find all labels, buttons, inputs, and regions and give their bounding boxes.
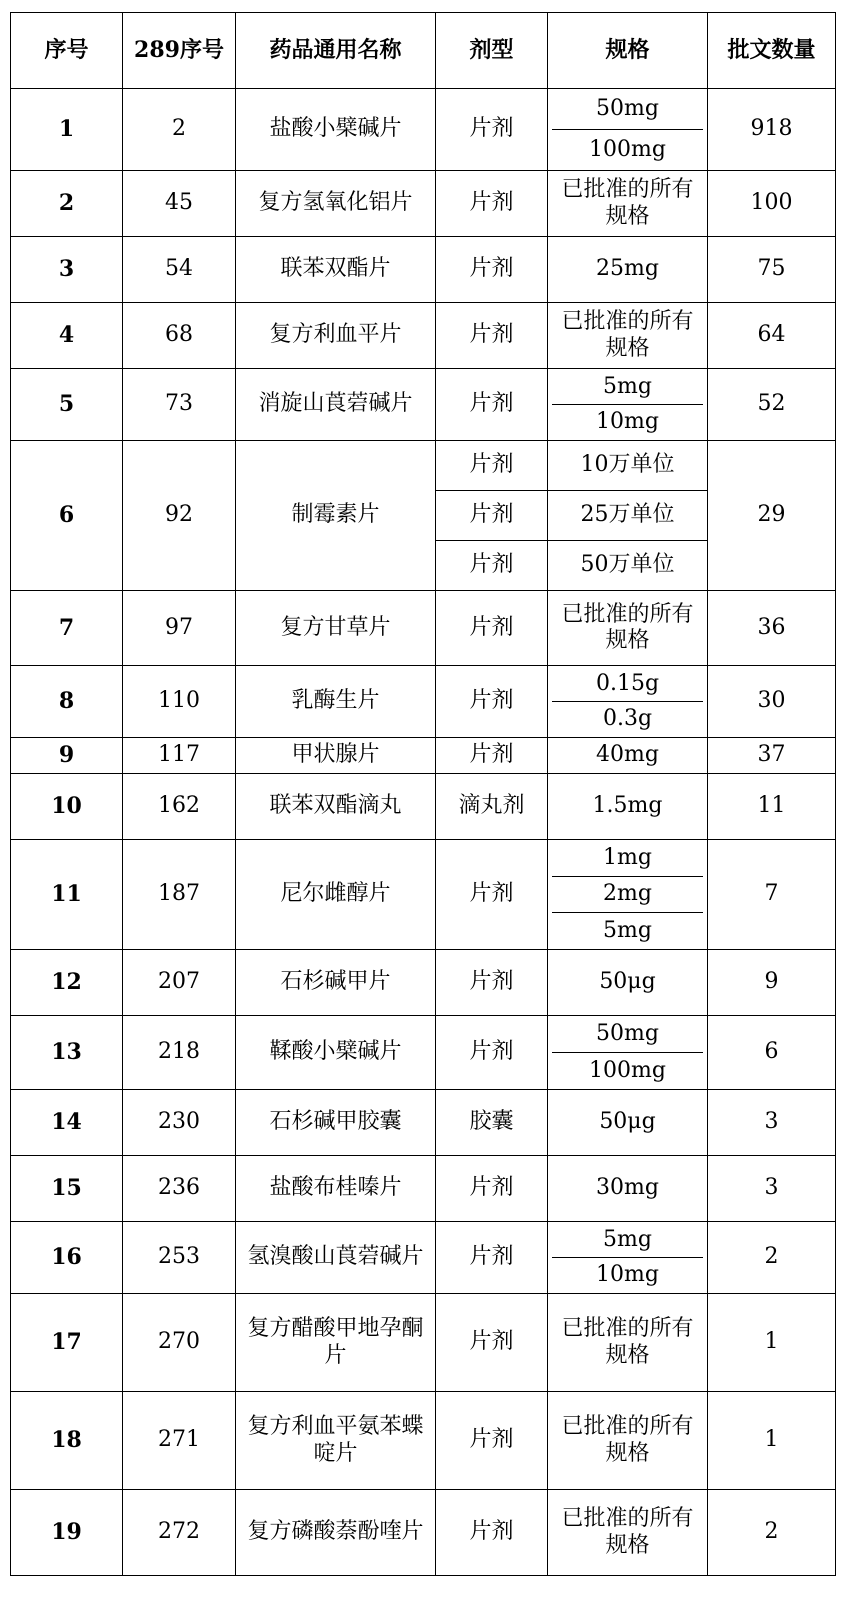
spec-item: 5mg bbox=[603, 1226, 652, 1252]
table-row bbox=[11, 591, 836, 666]
row-289-index: 68 bbox=[123, 303, 236, 369]
row-specification: 已批准的所有规格 bbox=[548, 171, 708, 237]
row-specification bbox=[548, 1222, 708, 1294]
row-index: 9 bbox=[11, 738, 123, 774]
row-index: 19 bbox=[11, 1490, 123, 1576]
spec-item: 0.15g bbox=[595, 670, 660, 696]
row-index: 2 bbox=[11, 171, 123, 237]
row-dosage-form: 片剂 bbox=[436, 369, 548, 441]
row-dosage-form: 片剂 bbox=[436, 950, 548, 1016]
drug-table bbox=[10, 12, 836, 1576]
row-289-index: 187 bbox=[123, 840, 236, 950]
row-289-index: 270 bbox=[123, 1294, 236, 1392]
row-specification: 已批准的所有规格 bbox=[548, 591, 708, 666]
row-specification: 25mg bbox=[548, 237, 708, 303]
row-289-index: 218 bbox=[123, 1016, 236, 1090]
row-specification bbox=[548, 1016, 708, 1090]
row-dosage-form: 片剂 bbox=[436, 1222, 548, 1294]
row-approval-count: 9 bbox=[708, 950, 836, 1016]
table-row bbox=[11, 738, 836, 774]
row-approval-count: 11 bbox=[708, 774, 836, 840]
row-index: 6 bbox=[11, 441, 123, 591]
row-index: 16 bbox=[11, 1222, 123, 1294]
spec-list bbox=[552, 90, 703, 170]
spec-item: 10mg bbox=[552, 1257, 703, 1293]
row-index: 1 bbox=[11, 89, 123, 171]
row-drug-name: 石杉碱甲胶囊 bbox=[236, 1090, 436, 1156]
spec-item: 100mg bbox=[552, 129, 703, 170]
row-dosage-form: 胶囊 bbox=[436, 1090, 548, 1156]
row-approval-count: 36 bbox=[708, 591, 836, 666]
table-row bbox=[11, 1392, 836, 1490]
header-row bbox=[11, 13, 836, 89]
row-drug-name: 盐酸布桂嗪片 bbox=[236, 1156, 436, 1222]
row-approval-count: 1 bbox=[708, 1294, 836, 1392]
row-dosage-form: 片剂 bbox=[436, 1294, 548, 1392]
row-drug-name: 复方甘草片 bbox=[236, 591, 436, 666]
table-row bbox=[11, 1090, 836, 1156]
row-approval-count: 64 bbox=[708, 303, 836, 369]
row-specification: 1.5mg bbox=[548, 774, 708, 840]
spec-item: 50mg bbox=[596, 96, 659, 122]
spec-item: 5mg bbox=[552, 912, 703, 948]
row-289-index: 230 bbox=[123, 1090, 236, 1156]
row-drug-name: 复方氢氧化铝片 bbox=[236, 171, 436, 237]
row-drug-name: 复方磷酸萘酚喹片 bbox=[236, 1490, 436, 1576]
row-index: 11 bbox=[11, 840, 123, 950]
row-dosage-form: 片剂 bbox=[436, 738, 548, 774]
table-body bbox=[11, 89, 836, 1576]
row-specification: 25万单位 bbox=[548, 491, 708, 541]
row-index: 15 bbox=[11, 1156, 123, 1222]
table-row bbox=[11, 303, 836, 369]
row-drug-name: 尼尔雌醇片 bbox=[236, 840, 436, 950]
row-index: 10 bbox=[11, 774, 123, 840]
row-index: 18 bbox=[11, 1392, 123, 1490]
row-289-index: 236 bbox=[123, 1156, 236, 1222]
row-drug-name: 复方利血平氨苯蝶啶片 bbox=[236, 1392, 436, 1490]
row-dosage-form: 片剂 bbox=[436, 666, 548, 738]
header-index: 序号 bbox=[11, 13, 123, 89]
row-specification: 已批准的所有规格 bbox=[548, 303, 708, 369]
row-drug-name: 石杉碱甲片 bbox=[236, 950, 436, 1016]
row-approval-count: 52 bbox=[708, 369, 836, 441]
row-index: 7 bbox=[11, 591, 123, 666]
row-specification bbox=[548, 666, 708, 738]
row-289-index: 117 bbox=[123, 738, 236, 774]
spec-item: 1mg bbox=[603, 844, 652, 870]
spec-item: 5mg bbox=[603, 373, 652, 399]
row-drug-name: 制霉素片 bbox=[236, 441, 436, 591]
row-specification: 已批准的所有规格 bbox=[548, 1294, 708, 1392]
row-approval-count: 2 bbox=[708, 1490, 836, 1576]
row-dosage-form: 片剂 bbox=[436, 1392, 548, 1490]
row-drug-name: 氢溴酸山莨菪碱片 bbox=[236, 1222, 436, 1294]
row-specification: 40mg bbox=[548, 738, 708, 774]
row-289-index: 92 bbox=[123, 441, 236, 591]
row-approval-count: 918 bbox=[708, 89, 836, 171]
table-row bbox=[11, 369, 836, 441]
row-specification bbox=[548, 89, 708, 171]
row-approval-count: 29 bbox=[708, 441, 836, 591]
row-approval-count: 1 bbox=[708, 1392, 836, 1490]
row-289-index: 207 bbox=[123, 950, 236, 1016]
table-row bbox=[11, 237, 836, 303]
row-specification: 30mg bbox=[548, 1156, 708, 1222]
row-289-index: 272 bbox=[123, 1490, 236, 1576]
row-289-index: 253 bbox=[123, 1222, 236, 1294]
row-specification: 10万单位 bbox=[548, 441, 708, 491]
row-289-index: 2 bbox=[123, 89, 236, 171]
spec-item: 100mg bbox=[552, 1052, 703, 1089]
row-289-index: 73 bbox=[123, 369, 236, 441]
spec-item: 2mg bbox=[552, 876, 703, 912]
row-approval-count: 100 bbox=[708, 171, 836, 237]
row-approval-count: 2 bbox=[708, 1222, 836, 1294]
spec-item: 50mg bbox=[596, 1021, 659, 1047]
table-row bbox=[11, 1490, 836, 1576]
row-drug-name: 复方利血平片 bbox=[236, 303, 436, 369]
row-dosage-form: 片剂 bbox=[436, 541, 548, 591]
row-specification bbox=[548, 369, 708, 441]
row-approval-count: 75 bbox=[708, 237, 836, 303]
row-index: 12 bbox=[11, 950, 123, 1016]
row-dosage-form: 片剂 bbox=[436, 840, 548, 950]
row-289-index: 45 bbox=[123, 171, 236, 237]
row-dosage-form: 片剂 bbox=[436, 591, 548, 666]
row-approval-count: 7 bbox=[708, 840, 836, 950]
table-row bbox=[11, 1016, 836, 1090]
row-dosage-form: 片剂 bbox=[436, 303, 548, 369]
row-index: 3 bbox=[11, 237, 123, 303]
header-specification: 规格 bbox=[548, 13, 708, 89]
table-row bbox=[11, 840, 836, 950]
table-row bbox=[11, 666, 836, 738]
row-drug-name: 联苯双酯滴丸 bbox=[236, 774, 436, 840]
row-289-index: 54 bbox=[123, 237, 236, 303]
row-specification: 已批准的所有规格 bbox=[548, 1392, 708, 1490]
spec-list bbox=[552, 1223, 703, 1293]
row-index: 13 bbox=[11, 1016, 123, 1090]
spec-item: 0.3g bbox=[552, 701, 703, 737]
table-row bbox=[11, 1222, 836, 1294]
row-drug-name: 消旋山莨菪碱片 bbox=[236, 369, 436, 441]
row-dosage-form: 片剂 bbox=[436, 1156, 548, 1222]
row-dosage-form: 片剂 bbox=[436, 1016, 548, 1090]
row-specification: 已批准的所有规格 bbox=[548, 1490, 708, 1576]
row-drug-name: 甲状腺片 bbox=[236, 738, 436, 774]
table-row bbox=[11, 1156, 836, 1222]
spec-list bbox=[552, 667, 703, 737]
row-specification: 50μg bbox=[548, 950, 708, 1016]
table-row bbox=[11, 441, 836, 491]
row-drug-name: 鞣酸小檗碱片 bbox=[236, 1016, 436, 1090]
header-drug-name: 药品通用名称 bbox=[236, 13, 436, 89]
row-index: 4 bbox=[11, 303, 123, 369]
row-drug-name: 盐酸小檗碱片 bbox=[236, 89, 436, 171]
row-index: 8 bbox=[11, 666, 123, 738]
row-approval-count: 37 bbox=[708, 738, 836, 774]
row-index: 17 bbox=[11, 1294, 123, 1392]
spec-list bbox=[552, 1017, 703, 1089]
row-dosage-form: 片剂 bbox=[436, 491, 548, 541]
row-drug-name: 复方醋酸甲地孕酮片 bbox=[236, 1294, 436, 1392]
row-289-index: 162 bbox=[123, 774, 236, 840]
row-dosage-form: 片剂 bbox=[436, 171, 548, 237]
row-specification: 50μg bbox=[548, 1090, 708, 1156]
row-specification bbox=[548, 840, 708, 950]
spec-item: 10mg bbox=[552, 404, 703, 440]
table-row bbox=[11, 1294, 836, 1392]
row-drug-name: 联苯双酯片 bbox=[236, 237, 436, 303]
row-index: 14 bbox=[11, 1090, 123, 1156]
row-drug-name: 乳酶生片 bbox=[236, 666, 436, 738]
row-approval-count: 6 bbox=[708, 1016, 836, 1090]
row-289-index: 271 bbox=[123, 1392, 236, 1490]
row-approval-count: 3 bbox=[708, 1156, 836, 1222]
header-dosage-form: 剂型 bbox=[436, 13, 548, 89]
table-row bbox=[11, 171, 836, 237]
table-row bbox=[11, 89, 836, 171]
table-row bbox=[11, 774, 836, 840]
row-dosage-form: 片剂 bbox=[436, 441, 548, 491]
header-approval-count: 批文数量 bbox=[708, 13, 836, 89]
table-row bbox=[11, 950, 836, 1016]
row-specification: 50万单位 bbox=[548, 541, 708, 591]
row-289-index: 97 bbox=[123, 591, 236, 666]
header-289-index: 289序号 bbox=[123, 13, 236, 89]
row-289-index: 110 bbox=[123, 666, 236, 738]
row-dosage-form: 片剂 bbox=[436, 237, 548, 303]
row-approval-count: 3 bbox=[708, 1090, 836, 1156]
row-approval-count: 30 bbox=[708, 666, 836, 738]
row-dosage-form: 滴丸剂 bbox=[436, 774, 548, 840]
row-dosage-form: 片剂 bbox=[436, 89, 548, 171]
spec-list bbox=[552, 841, 703, 949]
row-dosage-form: 片剂 bbox=[436, 1490, 548, 1576]
spec-list bbox=[552, 370, 703, 440]
row-index: 5 bbox=[11, 369, 123, 441]
